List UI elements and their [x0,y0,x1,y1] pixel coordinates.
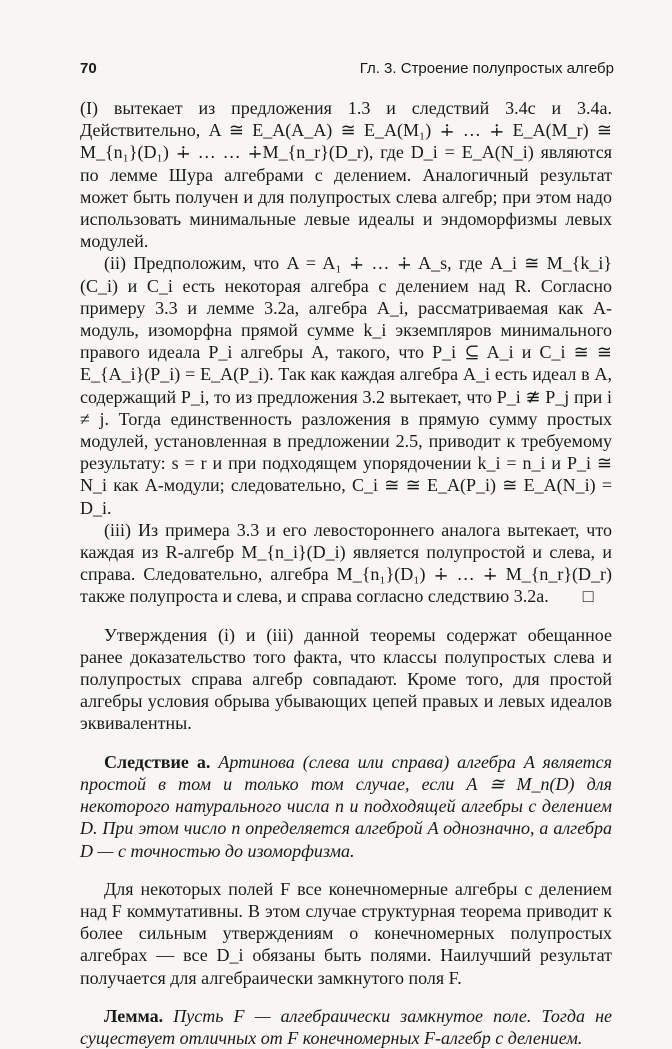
corollary-a [80,751,612,862]
proof-part-iii [80,519,612,608]
fields-paragraph: Для некоторых полей F все конечномерные алгебры с делением над F коммутативны. В этом случае структурная теорема приводит к более сильным утверждениям о конечномерных полупростых алгебрах — все D_i обязаны быть полями. Наилучший результат получается для алгебраически замкнутого поля F. [80,878,612,988]
proof-part-i: (I) вытекает из предложения 1.3 и следствий 3.4с и 3.4а. Действительно, A ≅ E_A(A_A) ≅ E_A(M₁) ∔ … ∔ E_A(M_r) ≅ M_{n₁}(D₁) ∔ … … ∔M_{n_r}(D_r), где D_i = E_A(N_i) являются по лемме Шура алгебрами с делением. Аналогичный результат может быть получен и для полупростых слева алгебр; при этом надо использовать минимальные левые идеалы и эндоморфизмы левых модулей. [80,98,612,252]
page-header [80,60,614,84]
spacer [80,989,612,1005]
lemma-label: Лемма. [104,1005,164,1026]
proof-part-ii: (ii) Предположим, что A = A₁ ∔ … ∔ A_s, где A_i ≅ M_{k_i}(C_i) и C_i есть некоторая алгебра с делением над R. Согласно примеру 3.3 и лемме 3.2а, алгебра A_i, рассматриваемая как A-модуль, изоморфна прямой сумме k_i экземпляров минимального правого идеала P_i алгебры A, такого, что P_i ⊆ A_i и C_i ≅ ≅ E_{A_i}(P_i) = E_A(P_i). Так как каждая алгебра A_i есть идеал в A, содержащий P_i, то из предложения 3.2 вытекает, что P_i ≇ P_j при i ≠ j. Тогда единственность разложения в прямую сумму простых модулей, установленная в предложении 2.5, приводит к требуемому результату: s = r и при подходящем упорядочении k_i = n_i и P_i ≅ N_i как A-модули; следовательно, C_i ≅ ≅ E_A(P_i) ≅ E_A(N_i) = D_i. [80,253,612,518]
running-title: Гл. 3. Строение полупростых алгебр [359,60,614,77]
spacer [80,608,612,624]
lemma [80,1005,612,1049]
page-body [80,97,612,1049]
lemma-text: Пусть F — алгебраически замкнутое поле. Тогда не существует отличных от F конечномерных F-алгебр с делением. [80,1005,612,1048]
spacer [80,735,612,751]
qed-symbol: □ [582,586,594,607]
spacer [80,862,612,878]
proof-part-iii-text: (iii) Из примера 3.3 и его левостороннего аналога вытекает, что каждая из R-алгебр M_{n_i}(D_i) является полупростой и слева, и справа. Следовательно, алгебра M_{n₁}(D₁) ∔ … ∔ M_{n_r}(D_r) также полупроста и слева, и справа согласно следствию 3.2а. [80,519,612,607]
corollary-text: Артинова (слева или справа) алгебра A является простой в том и только том случае, если A ≅ M_n(D) для некоторого натурального числа n и подходящей алгебры с делением D. При этом число n определяется алгеброй A однозначно, а алгебра D — с точностью до изоморфизма. [80,751,612,861]
page-number: 70 [80,60,97,77]
corollary-label: Следствие а. [104,751,211,772]
remark-paragraph: Утверждения (i) и (iii) данной теоремы содержат обещанное ранее доказательство того факта, что классы полупростых слева и полупростых справа алгебр совпадают. Кроме того, для простой алгебры условия обрыва убывающих цепей правых и левых идеалов эквивалентны. [80,624,612,734]
